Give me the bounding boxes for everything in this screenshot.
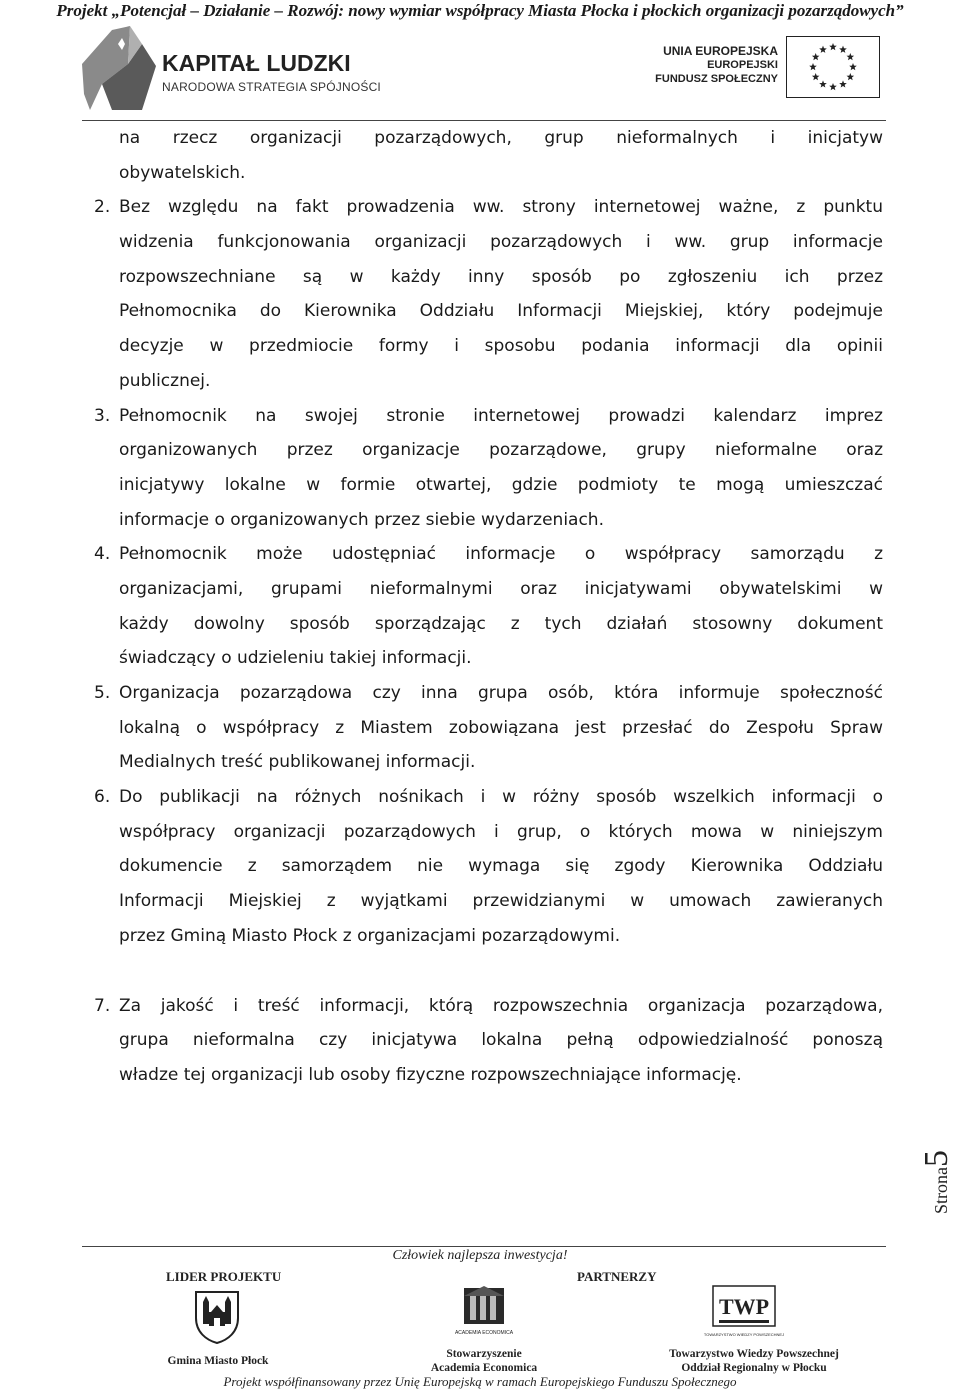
academia-economica-logo-icon (454, 1284, 514, 1340)
line-text: Bez względu na fakt prowadzenia ww. strony internetowej ważne, z punktu (119, 197, 883, 218)
line-text: organizacjami, grupami nieformalnymi oraz inicjatywami obywatelskimi w (119, 578, 883, 599)
kapital-ludzki-subtitle: NARODOWA STRATEGIA SPÓJNOŚCI (162, 80, 381, 94)
plock-coat-of-arms-icon (194, 1288, 240, 1344)
line-text: współpracy organizacji pozarządowych i grup, o których mowa w niniejszym (119, 821, 883, 842)
text-line (88, 745, 883, 780)
list-number: 5. (94, 683, 111, 703)
text-line (88, 468, 883, 503)
leader-name: Gmina Miasto Płock (167, 1355, 269, 1367)
text-line (88, 260, 883, 295)
partner-1-name (412, 1347, 556, 1375)
text-line (88, 156, 883, 191)
text-line (88, 1023, 883, 1058)
list-number: 7. (94, 995, 111, 1016)
text-line (88, 503, 883, 538)
eu-logo-text (648, 44, 778, 86)
text-line (88, 190, 883, 225)
text-line (88, 989, 883, 1024)
paragraph-gap (88, 954, 883, 989)
text-line (88, 364, 883, 399)
line-text: grupa nieformalna czy inicjatywa lokalna pełną odpowiedzialność ponoszą (119, 1030, 883, 1051)
text-line (88, 849, 883, 884)
line-text: Pełnomocnik na swojej stronie internetowej prowadzi kalendarz imprez (119, 405, 883, 426)
line-text: obywatelskich. (119, 162, 246, 183)
text-line (88, 537, 883, 572)
line-text: dokumencie z samorządem nie wymaga się zgody Kierownika Oddziału (119, 856, 883, 877)
line-text: Do publikacji na różnych nośnikach i w różny sposób wszelkich informacji o (119, 787, 883, 808)
line-text: świadczący o udzieleniu takiej informacji. (119, 648, 472, 669)
line-text: każdy dowolny sposób sporządzając z tych działań stosowny dokument (119, 613, 883, 634)
line-text: informacje o organizowanych przez siebie wydarzeniach. (119, 509, 604, 530)
line-text: organizowanych przez organizacje pozarządowe, grupy nieformalne oraz (119, 440, 883, 461)
line-text: decyzje w przedmiocie formy i sposobu podania informacji dla opinii (119, 336, 883, 357)
line-text: na rzecz organizacji pozarządowych, grup nieformalnych i inicjatyw (119, 128, 883, 148)
line-text: widzenia funkcjonowania organizacji pozarządowych i ww. grup informacje (119, 232, 883, 253)
line-text: Pełnomocnika do Kierownika Oddziału Informacji Miejskiej, który podejmuje (119, 301, 883, 322)
page-marker (918, 1134, 958, 1214)
text-line (88, 815, 883, 850)
partner-1-line-1: Stowarzyszenie (446, 1348, 522, 1360)
text-line (88, 399, 883, 434)
line-text: lokalną o współpracy z Miastem zobowiązana jest przesłać do Zespołu Spraw (119, 717, 883, 738)
text-line (88, 225, 883, 260)
line-text: przez Gminą Miasto Płock z organizacjami pozarządowymi. (119, 925, 621, 946)
footer-motto: Człowiek najlepsza inwestycja! (392, 1248, 568, 1263)
text-line (88, 121, 883, 156)
text-line (88, 607, 883, 642)
line-text: władze tej organizacji lub osoby fizyczne rozpowszechniające informację. (119, 1064, 742, 1085)
list-number: 6. (94, 787, 111, 808)
cofinancing-note: Projekt współfinansowany przez Unię Europejską w ramach Europejskiego Funduszu Społecznego (223, 1374, 737, 1389)
twp-logo-icon (703, 1284, 785, 1342)
line-text: inicjatywy lokalne w formie otwartej, gdzie podmioty te mogą umieszczać (119, 474, 883, 495)
eu-line-1: UNIA EUROPEJSKA (663, 44, 778, 58)
academia-logo-caption: ACADEMIA ECONOMICA (454, 1330, 514, 1336)
list-number: 4. (94, 544, 111, 565)
text-line (88, 572, 883, 607)
partner-2-line-1: Towarzystwo Wiedzy Powszechnej (669, 1348, 839, 1360)
page-number: 5 (918, 1150, 955, 1167)
text-line (88, 676, 883, 711)
line-text: Za jakość i treść informacji, którą rozpowszechnia organizacja pozarządowa, (119, 995, 883, 1016)
text-line (88, 433, 883, 468)
text-line (88, 641, 883, 676)
footer-divider (82, 1246, 886, 1247)
eu-line-3: FUNDUSZ SPOŁECZNY (655, 73, 778, 85)
partner-2-name (652, 1347, 856, 1375)
list-number: 2. (94, 197, 111, 218)
line-text: Pełnomocnik może udostępniać informacje o współpracy samorządu z (119, 544, 883, 565)
line-text: publicznej. (119, 370, 211, 391)
twp-logo-text: TWP (718, 1294, 770, 1319)
eu-line-2: EUROPEJSKI (707, 59, 778, 71)
eu-flag-icon (786, 36, 880, 98)
list-number: 3. (94, 405, 111, 426)
text-line (88, 884, 883, 919)
text-line (88, 1058, 883, 1093)
text-line (88, 329, 883, 364)
text-line (88, 780, 883, 815)
line-text: Informacji Miejskiej z wyjątkami przewidzianymi w umowach zawieranych (119, 891, 883, 912)
text-line (88, 711, 883, 746)
line-text: Medialnych treść publikowanej informacji. (119, 752, 476, 773)
partners-heading: PARTNERZY (577, 1269, 657, 1284)
partner-1-line-2: Academia Economica (430, 1362, 538, 1374)
kapital-ludzki-title: KAPITAŁ LUDZKI (162, 50, 351, 76)
project-banner: Projekt „Potencjał – Działanie – Rozwój: nowy wymiar współpracy Miasta Płocka i płockich organizacji pozarządowych” (56, 1, 904, 20)
document-body (88, 121, 883, 1093)
text-line (88, 294, 883, 329)
line-text: Organizacja pozarządowa czy inna grupa osób, która informuje społeczność (119, 683, 883, 703)
partner-2-line-2: Oddział Regionalny w Płocku (681, 1362, 827, 1374)
twp-logo-caption: TOWARZYSTWO WIEDZY POWSZECHNEJ (703, 1332, 785, 1337)
line-text: rozpowszechniane są w każdy inny sposób po zgłoszeniu ich przez (119, 266, 883, 287)
page-label: Strona (931, 1167, 951, 1214)
text-line (88, 919, 883, 954)
leader-heading: LIDER PROJEKTU (166, 1269, 282, 1284)
